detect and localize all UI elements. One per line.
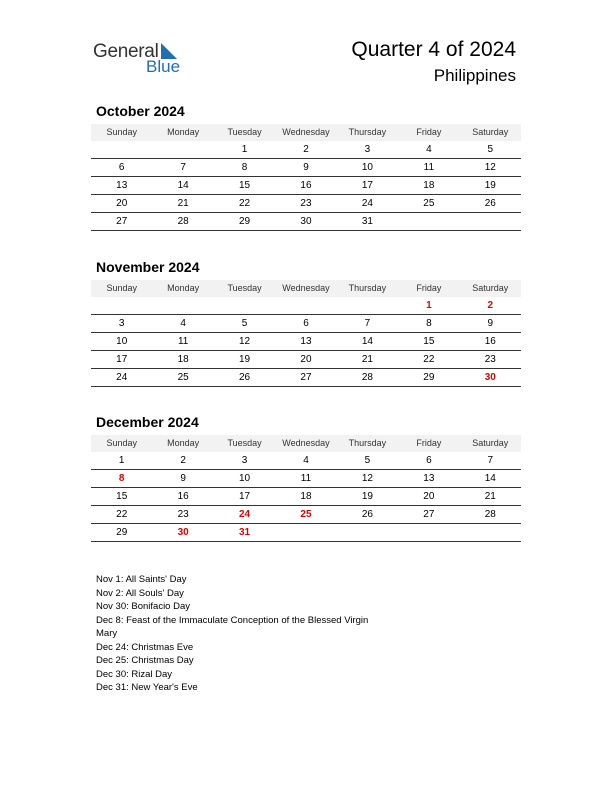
month-title: December 2024 bbox=[96, 414, 199, 430]
empty-day-cell bbox=[460, 213, 521, 231]
day-cell: 29 bbox=[116, 527, 128, 538]
holiday-note: Dec 8: Feast of the Immaculate Conception of the Blessed Virgin bbox=[96, 614, 369, 626]
day-cell: 29 bbox=[423, 372, 435, 383]
day-cell: 4 bbox=[426, 144, 432, 155]
month-title: November 2024 bbox=[96, 259, 200, 275]
month-october bbox=[91, 103, 521, 231]
week-row bbox=[91, 506, 521, 524]
day-cell: 4 bbox=[180, 318, 186, 329]
day-cell: 22 bbox=[423, 354, 435, 365]
empty-day-cell bbox=[214, 297, 275, 315]
day-cell: 25 bbox=[423, 198, 435, 209]
day-cell: 20 bbox=[116, 198, 128, 209]
weekday-label: Friday bbox=[416, 438, 442, 448]
month-weeks bbox=[91, 452, 521, 542]
day-cell: 23 bbox=[177, 509, 189, 520]
empty-day-cell bbox=[275, 297, 336, 315]
day-cell: 5 bbox=[364, 455, 371, 466]
day-cell: 10 bbox=[116, 336, 128, 347]
day-cell: 24 bbox=[239, 509, 251, 520]
week-row bbox=[91, 177, 521, 195]
weekday-label: Tuesday bbox=[227, 283, 262, 293]
day-cell: 15 bbox=[239, 180, 251, 191]
day-cell: 5 bbox=[241, 318, 248, 329]
day-cell: 1 bbox=[118, 455, 125, 466]
day-cell: 9 bbox=[303, 162, 309, 173]
day-cell: 1 bbox=[241, 144, 248, 155]
week-row bbox=[91, 452, 521, 470]
weekday-label: Wednesday bbox=[282, 127, 330, 137]
day-cell: 23 bbox=[300, 198, 312, 209]
holiday-notes bbox=[96, 573, 396, 695]
empty-day-cell bbox=[337, 524, 398, 542]
day-cell: 20 bbox=[300, 354, 312, 365]
day-cell: 21 bbox=[361, 354, 373, 365]
day-cell: 3 bbox=[241, 455, 248, 466]
day-cell: 4 bbox=[303, 455, 309, 466]
day-cell: 12 bbox=[361, 473, 373, 484]
day-cell: 8 bbox=[118, 473, 125, 484]
day-cell: 3 bbox=[364, 144, 371, 155]
month-december bbox=[91, 414, 521, 542]
day-cell: 12 bbox=[484, 162, 496, 173]
day-cell: 26 bbox=[361, 509, 373, 520]
weekday-label: Thursday bbox=[348, 127, 387, 137]
day-cell: 14 bbox=[361, 336, 373, 347]
day-cell: 30 bbox=[300, 216, 312, 227]
weekday-label: Monday bbox=[167, 127, 200, 137]
weekday-label: Monday bbox=[167, 438, 200, 448]
day-cell: 26 bbox=[239, 372, 251, 383]
holiday-note: Dec 25: Christmas Day bbox=[96, 655, 194, 666]
day-cell: 17 bbox=[361, 180, 373, 191]
day-cell: 23 bbox=[484, 354, 496, 365]
empty-day-cell bbox=[91, 297, 152, 315]
day-cell: 9 bbox=[180, 473, 186, 484]
day-cell: 21 bbox=[177, 198, 189, 209]
week-row bbox=[91, 195, 521, 213]
week-row bbox=[91, 213, 521, 231]
month-title: October 2024 bbox=[96, 103, 185, 119]
day-cell: 18 bbox=[423, 180, 435, 191]
weekday-label: Sunday bbox=[106, 283, 137, 293]
day-cell: 7 bbox=[364, 318, 371, 329]
month-weeks bbox=[91, 297, 521, 387]
month-november bbox=[91, 259, 521, 387]
weekday-header bbox=[91, 435, 521, 452]
week-row bbox=[91, 297, 521, 315]
day-cell: 20 bbox=[423, 491, 435, 502]
day-cell: 28 bbox=[361, 372, 373, 383]
day-cell: 28 bbox=[177, 216, 189, 227]
day-cell: 7 bbox=[180, 162, 186, 173]
weekday-label: Monday bbox=[167, 283, 200, 293]
holiday-note: Nov 30: Bonifacio Day bbox=[96, 601, 190, 612]
day-cell: 24 bbox=[116, 372, 128, 383]
week-row bbox=[91, 369, 521, 387]
page-subtitle: Philippines bbox=[433, 66, 516, 85]
weekday-label: Wednesday bbox=[282, 438, 330, 448]
day-cell: 19 bbox=[484, 180, 496, 191]
page-title: Quarter 4 of 2024 bbox=[351, 38, 516, 61]
day-cell: 31 bbox=[239, 527, 251, 538]
day-cell: 27 bbox=[300, 372, 312, 383]
empty-day-cell bbox=[398, 524, 459, 542]
weekday-label: Tuesday bbox=[227, 438, 262, 448]
day-cell: 13 bbox=[116, 180, 128, 191]
weekday-label: Saturday bbox=[472, 283, 509, 293]
holiday-note: Nov 1: All Saints' Day bbox=[96, 574, 187, 585]
day-cell: 8 bbox=[241, 162, 248, 173]
day-cell: 26 bbox=[484, 198, 496, 209]
day-cell: 5 bbox=[487, 144, 494, 155]
day-cell: 11 bbox=[177, 336, 189, 347]
day-cell: 8 bbox=[426, 318, 432, 329]
day-cell: 15 bbox=[116, 491, 128, 502]
day-cell: 6 bbox=[118, 162, 125, 173]
day-cell: 11 bbox=[300, 473, 312, 484]
week-row bbox=[91, 524, 521, 542]
holiday-note: Mary bbox=[96, 628, 118, 639]
weekday-label: Saturday bbox=[472, 438, 509, 448]
day-cell: 27 bbox=[423, 509, 435, 520]
day-cell: 6 bbox=[426, 455, 432, 466]
day-cell: 3 bbox=[118, 318, 125, 329]
day-cell: 22 bbox=[239, 198, 251, 209]
weekday-label: Thursday bbox=[348, 438, 387, 448]
day-cell: 17 bbox=[116, 354, 128, 365]
day-cell: 29 bbox=[239, 216, 251, 227]
day-cell: 22 bbox=[116, 509, 128, 520]
day-cell: 2 bbox=[487, 300, 494, 311]
day-cell: 6 bbox=[303, 318, 309, 329]
day-cell: 27 bbox=[116, 216, 128, 227]
day-cell: 9 bbox=[487, 318, 494, 329]
weekday-label: Sunday bbox=[106, 127, 137, 137]
day-cell: 18 bbox=[177, 354, 189, 365]
weekday-label: Tuesday bbox=[227, 127, 262, 137]
empty-day-cell bbox=[152, 141, 213, 159]
week-row bbox=[91, 159, 521, 177]
weekday-label: Friday bbox=[416, 283, 442, 293]
day-cell: 28 bbox=[484, 509, 496, 520]
holiday-note: Dec 24: Christmas Eve bbox=[96, 641, 194, 653]
day-cell: 14 bbox=[484, 473, 496, 484]
day-cell: 14 bbox=[177, 180, 189, 191]
day-cell: 25 bbox=[177, 372, 189, 383]
weekday-label: Thursday bbox=[348, 283, 387, 293]
empty-day-cell bbox=[460, 524, 521, 542]
weekday-label: Wednesday bbox=[282, 283, 330, 293]
weekday-header bbox=[91, 280, 521, 297]
day-cell: 13 bbox=[300, 336, 312, 347]
day-cell: 11 bbox=[423, 162, 435, 173]
holiday-note: Nov 2: All Souls' Day bbox=[96, 587, 184, 599]
week-row bbox=[91, 488, 521, 506]
logo-general-text: General bbox=[93, 41, 159, 62]
day-cell: 2 bbox=[303, 144, 309, 155]
day-cell: 10 bbox=[361, 162, 373, 173]
month-weeks bbox=[91, 141, 521, 231]
week-row bbox=[91, 315, 521, 333]
day-cell: 19 bbox=[361, 491, 373, 502]
weekday-label: Friday bbox=[416, 127, 442, 137]
weekday-label: Saturday bbox=[472, 127, 509, 137]
weekday-header bbox=[91, 124, 521, 141]
week-row bbox=[91, 141, 521, 159]
empty-day-cell bbox=[275, 524, 336, 542]
weekday-label: Sunday bbox=[106, 438, 137, 448]
day-cell: 2 bbox=[180, 455, 186, 466]
week-row bbox=[91, 333, 521, 351]
week-row bbox=[91, 470, 521, 488]
logo-blue-text: Blue bbox=[146, 57, 181, 76]
day-cell: 19 bbox=[239, 354, 251, 365]
empty-day-cell bbox=[152, 297, 213, 315]
empty-day-cell bbox=[337, 297, 398, 315]
day-cell: 13 bbox=[423, 473, 435, 484]
day-cell: 24 bbox=[361, 198, 373, 209]
day-cell: 21 bbox=[484, 491, 496, 502]
day-cell: 1 bbox=[426, 300, 432, 311]
day-cell: 31 bbox=[361, 216, 373, 227]
day-cell: 25 bbox=[300, 509, 312, 520]
day-cell: 30 bbox=[177, 527, 189, 538]
empty-day-cell bbox=[91, 141, 152, 159]
holiday-note: Dec 30: Rizal Day bbox=[96, 668, 173, 680]
empty-day-cell bbox=[398, 213, 459, 231]
day-cell: 16 bbox=[300, 180, 312, 191]
day-cell: 15 bbox=[423, 336, 435, 347]
day-cell: 10 bbox=[239, 473, 251, 484]
day-cell: 18 bbox=[300, 491, 312, 502]
day-cell: 12 bbox=[239, 336, 251, 347]
day-cell: 17 bbox=[239, 491, 251, 502]
holiday-note: Dec 31: New Year's Eve bbox=[96, 682, 198, 693]
logo bbox=[93, 40, 193, 80]
day-cell: 30 bbox=[484, 372, 496, 383]
week-row bbox=[91, 351, 521, 369]
day-cell: 16 bbox=[484, 336, 496, 347]
day-cell: 7 bbox=[487, 455, 494, 466]
day-cell: 16 bbox=[177, 491, 189, 502]
